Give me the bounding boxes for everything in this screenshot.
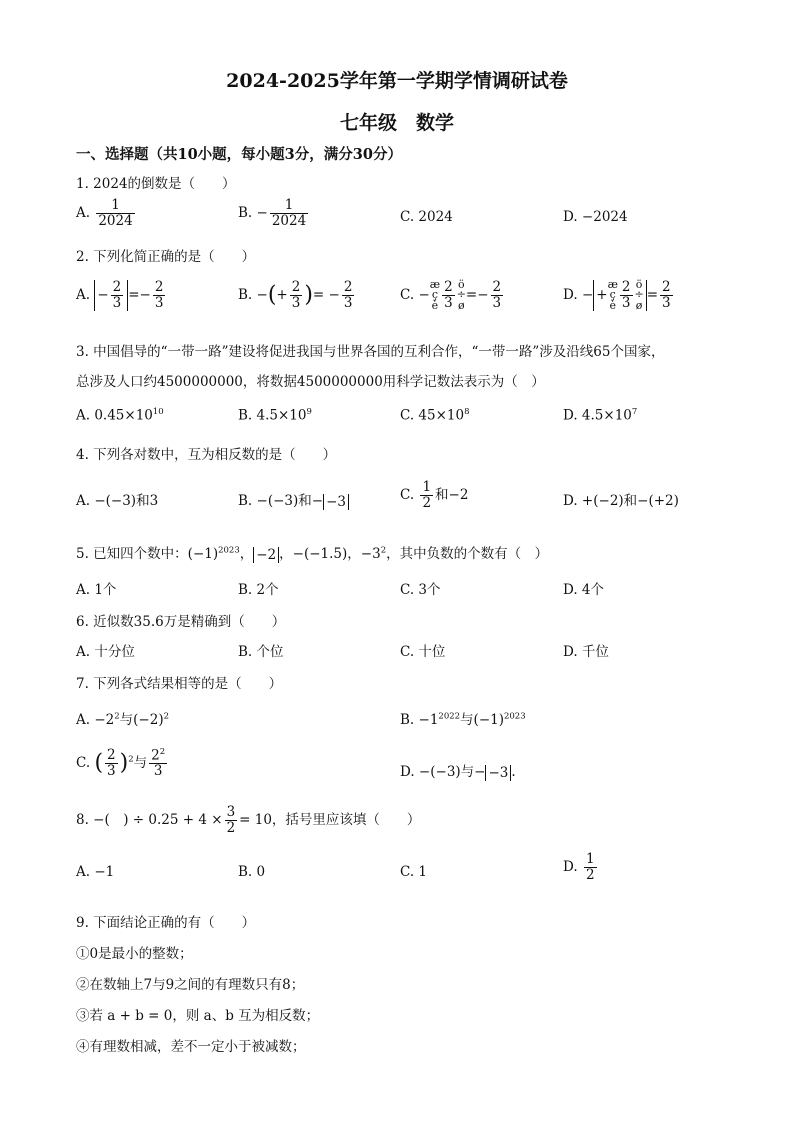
q6-option-c: C. 十位: [400, 644, 446, 660]
q5-option-a: A. 1个: [76, 582, 117, 598]
q7-option-a: A. $-2^2$与$(-2)^2$: [76, 711, 170, 728]
question-2-stem: 2. 下列化简正确的是（ ）: [76, 249, 256, 265]
q3-option-d: D. $4.5\times 10^7$: [563, 407, 638, 424]
q6-option-d: D. 千位: [563, 644, 609, 660]
section-heading: 一、选择题（共10小题，每小题3分，满分30分）: [76, 146, 402, 163]
question-7-stem: 7. 下列各式结果相等的是（ ）: [76, 676, 283, 692]
q5-option-b: B. 2个: [238, 582, 279, 598]
q7-option-c: C. ( $\frac{2}{3}$ )$^2$与 $\frac{2^2}{3}$: [76, 747, 166, 780]
question-1-stem: 1. 2024的倒数是（ ）: [76, 176, 236, 192]
q3-option-a: A. $0.45\times 10^{10}$: [76, 407, 164, 424]
question-3-line-1: 3. 中国倡导的“一带一路”建设将促进我国与世界各国的互利合作，“一带一路”涉及沿线65个国家，: [76, 344, 665, 360]
exam-title: 2024-2025学年第一学期学情调研试卷: [226, 70, 568, 92]
q6-option-b: B. 个位: [238, 644, 284, 660]
q8-option-c: C. 1: [400, 864, 428, 880]
q1-option-c: C. 2024: [400, 209, 453, 225]
question-9-stem: 9. 下面结论正确的有（ ）: [76, 915, 256, 931]
q1-option-b: B. − $\frac{1}{2024}$: [238, 197, 307, 229]
question-8-stem: 8. −( ) ÷ 0.25 + 4 × $\frac{3}{2}$ = 10，括号里应该填（ ）: [76, 804, 421, 836]
q3-option-b: B. $4.5\times 10^9$: [238, 407, 312, 424]
question-5-stem: 5. 已知四个数中：$(-1)^{2023}$， −2 ，−(−1.5)，$-3^2$，其中负数的个数有（ ）: [76, 545, 549, 563]
q7-option-d: D. −(−3)与− −3 .: [400, 764, 516, 781]
q6-option-a: A. 十分位: [76, 644, 135, 660]
q9-statement-1: ①0是最小的整数；: [76, 946, 193, 962]
q9-statement-4: ④有理数相减，差不一定小于被减数；: [76, 1039, 306, 1055]
q8-option-b: B. 0: [238, 864, 266, 880]
question-4-stem: 4. 下列各对数中，互为相反数的是（ ）: [76, 447, 337, 463]
q9-statement-2: ②在数轴上7与9之间的有理数只有8；: [76, 977, 305, 993]
q8-option-d: D. $\frac{1}{2}$: [563, 851, 595, 883]
q1-option-a: A. $\frac{1}{2024}$: [76, 197, 133, 229]
question-6-stem: 6. 近似数35.6万是精确到（ ）: [76, 614, 286, 630]
q2-option-d: D. − +æ ç è $\frac{2}{3}$ ö ÷ ø= $\frac{2}{3}$: [563, 278, 671, 312]
q2-option-a: A. − $\frac{2}{3}$ =− $\frac{2}{3}$: [76, 279, 164, 311]
q4-option-d: D. +(−2)和−(+2): [563, 493, 679, 509]
q5-option-c: C. 3个: [400, 582, 441, 598]
q4-option-a: A. −(−3)和3: [76, 493, 159, 509]
question-3-line-2: 总涉及人口约4500000000，将数据4500000000用科学记数法表示为（ ）: [76, 374, 545, 390]
q3-option-c: C. $45\times 10^8$: [400, 407, 470, 424]
q2-option-b: B. −(+ $\frac{2}{3}$ )= − $\frac{2}{3}$: [238, 279, 353, 311]
q4-option-c: C. $\frac{1}{2}$ 和−2: [400, 479, 469, 511]
q7-option-b: B. $-1^{2022}$与$(-1)^{2023}$: [400, 711, 526, 728]
q9-statement-3: ③若 a + b = 0，则 a、b 互为相反数；: [76, 1008, 320, 1024]
exam-subtitle: 七年级 数学: [339, 112, 454, 134]
q8-option-a: A. −1: [76, 864, 115, 880]
q5-option-d: D. 4个: [563, 582, 605, 598]
q1-option-d: D. −2024: [563, 209, 628, 225]
q4-option-b: B. −(−3)和− −3: [238, 489, 349, 510]
q2-option-c: C. −æ ç è $\frac{2}{3}$ ö ÷ ø=− $\frac{2}{3}$: [400, 278, 502, 312]
